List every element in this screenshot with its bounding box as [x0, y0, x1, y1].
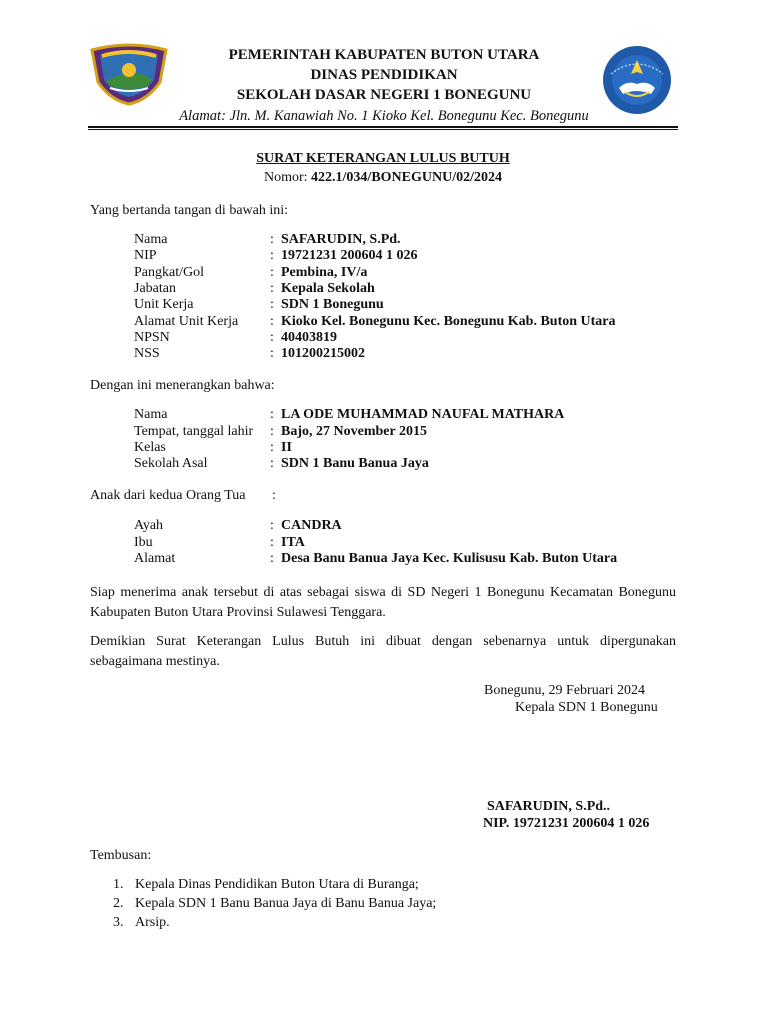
signature-nip: NIP. 19721231 200604 1 026: [483, 816, 650, 831]
header-school: SEKOLAH DASAR NEGERI 1 BONEGUNU: [236, 87, 532, 103]
signature-name: SAFARUDIN, S.Pd..: [487, 799, 611, 814]
paragraph-acceptance: Siap menerima anak tersebut di atas sebagai siswa di SD Negeri 1 Bonegunu Kecamatan Bonegunu Kabupaten Buton Utara Provinsi Sulawesi Tenggara.: [90, 585, 676, 620]
list-item: 2. Kepala SDN 1 Banu Banua Jaya di Banu Banua Jaya;: [113, 896, 437, 911]
signature-place-date: Bonegunu, 29 Februari 2024: [484, 683, 645, 698]
letter-number: Nomor: 422.1/034/BONEGUNU/02/2024: [263, 170, 503, 185]
signature-position: Kepala SDN 1 Bonegunu: [515, 700, 658, 715]
list-item: 1. Kepala Dinas Pendidikan Buton Utara di Buranga;: [113, 877, 419, 892]
student-intro: Dengan ini menerangkan bahwa:: [90, 378, 275, 393]
header-address: Alamat: Jln. M. Kanawiah No. 1 Kioko Kel. Bonegunu Kec. Bonegunu: [179, 108, 589, 124]
list-item: 3. Arsip.: [113, 915, 170, 930]
parents-intro: Anak dari kedua Orang Tua :: [90, 488, 276, 503]
header-rule-thin: [88, 129, 678, 130]
paragraph-closing: Demikian Surat Keterangan Lulus Butuh ini dibuat dengan sebenarnya untuk dipergunakan sebagaimana mestinya.: [90, 634, 676, 669]
header-government: PEMERINTAH KABUPATEN BUTON UTARA: [228, 47, 540, 63]
header-department: DINAS PENDIDIKAN: [310, 67, 458, 83]
letter-title: SURAT KETERANGAN LULUS BUTUH: [256, 151, 510, 166]
cc-list: [113, 875, 436, 932]
header-rule-thick: [88, 126, 678, 128]
cc-label: Tembusan:: [90, 848, 152, 863]
signer-intro: Yang bertanda tangan di bawah ini:: [90, 203, 289, 218]
